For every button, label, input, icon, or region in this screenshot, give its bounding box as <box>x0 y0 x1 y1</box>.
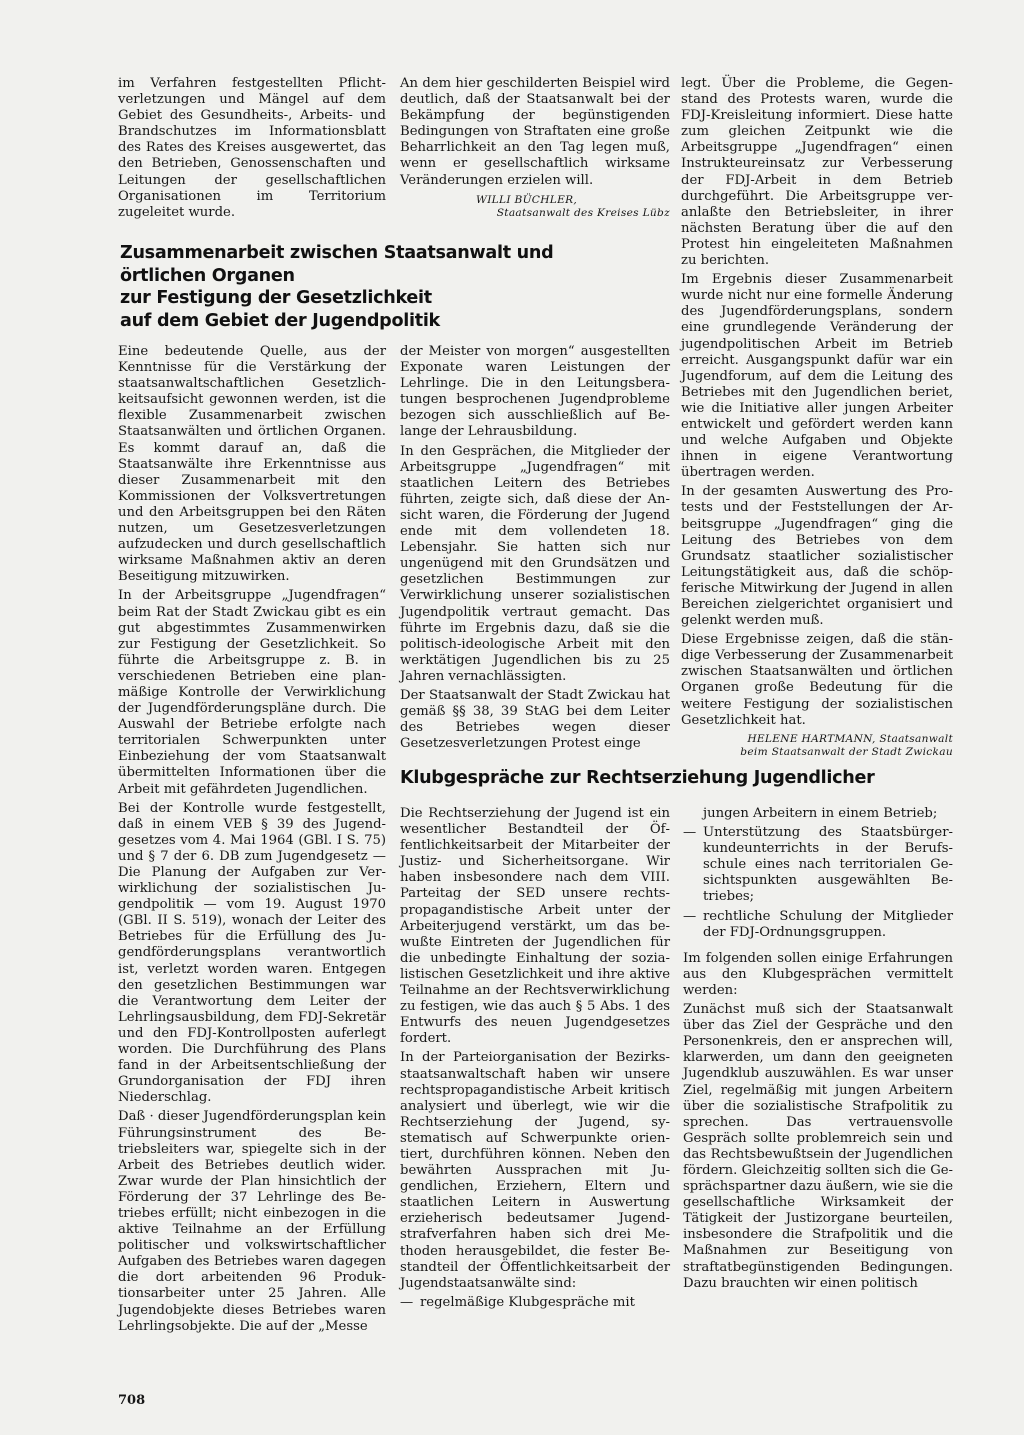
headline-line: auf dem Gebiet der Jugendpolitik <box>120 310 440 331</box>
list-item-continuation: jungen Arbeitern in einem Betrieb; <box>703 806 938 821</box>
signature-name: HELENE HARTMANN, <box>747 732 876 745</box>
headline-line: zur Festigung der Gesetzlichkeit <box>120 288 432 308</box>
paragraph: In den Gesprächen, die Mitglieder der Arbeitsgruppe „Jugendfragen“ mit staatlichen Leitern des Betriebes führten, zeigte sich, daß diese der Ansicht waren, die Förderung der Jugend ende mit dem vollendeten 18. Lebensjahr. Sie hatten sich nur ungenügend mit den Grundsätzen und gesetzlichen Bestimmungen zur Verwirklichung unserer sozialistischen Jugendpolitik vertraut gemacht. Das führte im Ergebnis dazu, daß sie die politisch-ideologische Arbeit mit den werktätigen Jugendlichen bis zu 25 Jahren vernachlässigten. <box>400 443 670 684</box>
list-item: — regelmäßige Klubgespräche mit <box>400 1295 670 1311</box>
article2-column-3 <box>683 806 953 1386</box>
paragraph: im Verfahren festgestellten Pflichtverletzungen und Mängel auf dem Gebiet des Gesundheits-, Arbeits- und Brandschutzes im Informationsblatt des Rates des Kreises ausgewertet, das den Betrieben, Genossenschaften und Leitungen der gesellschaftlichen Organisationen im Territorium zugeleitet wurde. <box>118 76 386 220</box>
paragraph: Im folgenden sollen einige Erfahrungen aus den Klubgesprächen vermittelt werden: <box>683 950 953 998</box>
paragraph: Die Rechtserziehung der Jugend ist ein wesentlicher Bestandteil der Öffentlichkeitsarbeit der Mitarbeiter der Justiz- und Sicherheitsorgane. Wir haben insbesondere nach dem VIII. Parteitag der SED unsere rechtspropagandistische Arbeit unter der Arbeiterjugend verstärkt, um das bewußte Eintreten der Jugendlichen für die unbedingte Einhaltung der sozialistischen Gesetzlichkeit und ihre aktive Teilnahme an der Rechtsverwirklichung zu festigen, wie das auch § 5 Abs. 1 des Entwurfs des neuen Jugendgesetzes fordert. <box>400 806 670 1047</box>
signature-hartmann <box>681 733 953 759</box>
headline-line: Zusammenarbeit zwischen Staatsanwalt und <box>120 243 554 263</box>
paragraph: Zunächst muß sich der Staatsanwalt über das Ziel der Gespräche und den Personenkreis, den er ansprechen will, klarwerden, um dann den geeigneten Jugendklub auszuwählen. Es war unser Ziel, regelmäßig mit jungen Arbeitern über die sozialistische Strafpolitik zu sprechen. Das vertrauensvolle Gespräch sollte problemreich sein und das Rechtsbewußtsein der Jugendlichen fördern. Gleichzeitig sollten sich die Gesprächspartner dazu äußern, wie sie die gesellschaftliche Wirksamkeit der Tätigkeit der Justizorgane beurteilen, insbesondere die Strafpolitik und die Maßnahmen zur Beseitigung von straftatbegünstigenden Bedingungen. Dazu brauchten wir einen politisch <box>683 1002 953 1291</box>
top-column-1 <box>118 76 386 226</box>
article1-column-1 <box>118 344 386 1384</box>
paragraph: In der Arbeitsgruppe „Jugendfragen“ beim Rat der Stadt Zwickau gibt es ein gut abgestimmtes Zusammenwirken zur Festigung der Gesetzlichkeit. So führte die Arbeitsgruppe z. B. in verschiedenen Betrieben eine planmäßige Kontrolle der Verwirklichung der Jugendförderungspläne durch. Die Auswahl der Betriebe erfolgte nach territorialen Schwerpunkten unter Einbeziehung der vom Staatsanwalt übermittelten Informationen über die Arbeit mit gefährdeten Jugendlichen. <box>118 588 386 797</box>
paragraph: der Meister von morgen“ ausgestellten Exponate waren Leistungen der Lehrlinge. Die in den Leitungsberatungen besprochenen Jugendprobleme bezogen sich ausschließlich auf Belange der Lehrausbildung. <box>400 344 670 440</box>
paragraph: Der Staatsanwalt der Stadt Zwickau hat gemäß §§ 38, 39 StAG bei dem Leiter des Betriebes wegen dieser Gesetzesverletzungen Protest einge <box>400 687 670 752</box>
paragraph: Daß · dieser Jugendförderungsplan kein Führungsinstrument des Betriebsleiters war, spiegelte sich in der Arbeit des Betriebes deutlich wider. Zwar wurde der Plan hinsichtlich der Förderung der 37 Lehrlinge des Betriebes erfüllt; nicht einbezogen in die aktive Teilnahme an der Erfüllung politischer und volkswirtschaftlicher Aufgaben des Betriebes waren dagegen die dort arbeitenden 96 Produktionsarbeiter unter 25 Jahren. Alle Jugendobjekte dieses Betriebes waren Lehrlingsobjekte. Die auf der „Messe <box>118 1109 386 1334</box>
article2-headline: Klubgespräche zur Rechtserziehung Jugendlicher <box>400 768 875 788</box>
signature-name: WILLI BÜCHLER, <box>476 193 578 206</box>
method-list <box>400 1295 670 1311</box>
signature-role: Staatsanwalt des Kreises Lübz <box>496 206 670 219</box>
method-list-continued <box>683 825 953 941</box>
paragraph: Im Ergebnis dieser Zusammenarbeit wurde nicht nur eine formelle Änderung des Jugendförderungsplans, sondern eine grundlegende Veränderung der jugendpolitischen Arbeit im Betrieb erreicht. Ausgangspunkt dafür war ein Jugendforum, auf dem die Leitung des Betriebes mit den Jugendlichen beriet, wie die Initiative aller jungen Arbeiter entwickelt und gefördert werden kann und welche Aufgaben und Objekte ihnen in eigene Verantwortung übertragen werden. <box>681 272 953 481</box>
paragraph: In der Parteiorganisation der Bezirksstaatsanwaltschaft haben wir unsere rechtspropagandistische Arbeit kritisch analysiert und überlegt, wie wir die Rechtserziehung der Jugend, systematisch auf Schwerpunkte orientiert, durchführen können. Neben den bewährten Aussprachen mit Jugendlichen, Erziehern, Eltern und staatlichen Leitern in Auswertung erzieherisch bedeutsamer Jugendstrafverfahren haben sich drei Methoden herausgebildet, die fester Bestandteil der Öffentlichkeitsarbeit der Jugendstaatsanwälte sind: <box>400 1050 670 1291</box>
article2-column-2 <box>400 806 670 1386</box>
headline-line: örtlichen Organen <box>120 265 295 286</box>
paragraph: legt. Über die Probleme, die Gegenstand des Protests waren, wurde die FDJ-Kreisleitung informiert. Diese hatte zum gleichen Zeitpunkt wie die Arbeitsgruppe „Jugendfragen“ einen Instrukteureinsatz zur Verbesserung der FDJ-Arbeit in dem Betrieb durchgeführt. Die Arbeitsgruppe veranlaßte den Betriebsleiter, in ihrer nächsten Beratung über die auf den Protest hin eingeleiteten Maßnahmen zu berichten. <box>681 76 953 269</box>
article1-headline <box>120 242 590 332</box>
list-item: — rechtliche Schulung der Mitglieder der FDJ-Ordnungsgruppen. <box>683 909 953 941</box>
top-column-2 <box>400 76 670 226</box>
paragraph: Eine bedeutende Quelle, aus der Kenntnisse für die Verstärkung der staatsanwaltschaftlichen Gesetzlichkeitsaufsicht gewonnen werden, ist die flexible Zusammenarbeit zwischen Staatsanwälten und örtlichen Organen. Es kommt darauf an, daß die Staatsanwälte ihre Erkenntnisse aus dieser Zusammenarbeit mit den Kommissionen der Volksvertretungen und den Arbeitsgruppen bei den Räten nutzen, um Gesetzesverletzungen aufzudecken und durch gesellschaftlich wirksame Maßnahmen aktiv an deren Beseitigung mitzuwirken. <box>118 344 386 585</box>
paragraph: Bei der Kontrolle wurde festgestellt, daß in einem VEB § 39 des Jugendgesetzes vom 4. Mai 1964 (GBl. I S. 75) und § 7 der 6. DB zum Jugendgesetz — Die Planung der Aufgaben zur Verwirklichung der sozialistischen Jugendpolitik — vom 19. August 1970 (GBl. II S. 519), wonach der Leiter des Betriebes für die Erfüllung des Jugendförderungsplans verantwortlich ist, verletzt worden waren. Entgegen den gesetzlichen Bestimmungen war die Verantwortung dem Leiter der Lehrlingsausbildung, dem FDJ-Sekretär und den FDJ-Kontrollposten auferlegt worden. Die Durchführung des Plans fand in der Arbeitsentschließung der Grundorganisation der FDJ ihren Niederschlag. <box>118 800 386 1106</box>
paragraph: Diese Ergebnisse zeigen, daß die ständige Verbesserung der Zusammenarbeit zwischen Staatsanwälten und örtlichen Organen große Bedeutung für die weitere Festigung der sozialistischen Gesetzlichkeit hat. <box>681 632 953 728</box>
paragraph: An dem hier geschilderten Beispiel wird deutlich, daß der Staatsanwalt bei der Bekämpfung der begünstigenden Bedingungen von Straftaten eine große Beharrlichkeit an den Tag legen muß, wenn er gesellschaftlich wirksame Veränderungen erzielen will. <box>400 76 670 188</box>
list-item: — Unterstützung des Staatsbürgerkundeunterrichts in der Berufsschule eines nach territorialen Gesichtspunkten ausgewählten Betriebes; <box>683 825 953 905</box>
paragraph: In der gesamten Auswertung des Protests und der Feststellungen der Arbeitsgruppe „Jugendfragen“ ging die Leitung des Betriebes von dem Grundsatz staatlicher sozialistischer Leitungstätigkeit aus, daß die schöpferische Mitwirkung der Jugend in allen Bereichen zielgerichtet organisiert und gelenkt werden muß. <box>681 484 953 629</box>
article1-column-2 <box>400 344 670 752</box>
signature-buechler <box>400 194 670 220</box>
signature-role: Staatsanwalt <box>879 732 953 745</box>
signature-role: beim Staatsanwalt der Stadt Zwickau <box>740 745 953 758</box>
page-number: 708 <box>118 1393 146 1408</box>
article1-column-3 <box>681 76 953 758</box>
